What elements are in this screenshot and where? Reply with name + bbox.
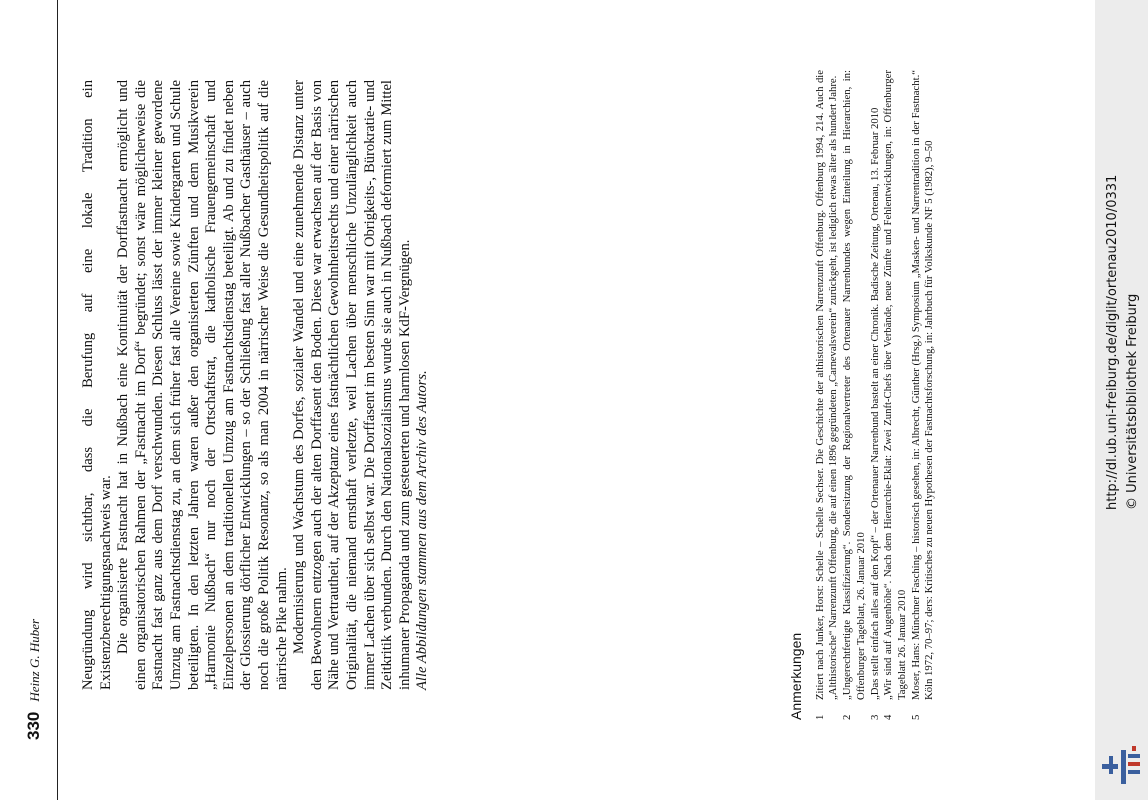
footnote	[882, 70, 909, 720]
footnote-number: 5	[909, 714, 922, 720]
paragraph: Modernisierung und Wachstum des Dorfes, sozialer Wandel und eine zunehmende Distanz unter den Bewohnern entzogen auch der alten Dorffasent den Boden. Diese war erwachsen auf der Basis von Nähe und Vertrautheit, auf der Akzeptanz eines fastnächtlichen Gewohnheitsrechts und einer närrischen Originalität, die niemand ernsthaft verletzte, weil Lachen über menschliche Unzulänglichkeit auch immer Lachen über sich selbst war. Die Dorffasent im besten Sinn war mit Obrigkeits-, Bürokratie- und Zeitkritik verbunden. Durch den Nationalsozialismus wurde sie auch in Nußbach deformiert zum Mittel inhumaner Propaganda und zum gesteuerten und harmlosen KdF-Vergnügen.	[291, 80, 413, 690]
paragraph: Die organisierte Fastnacht hat in Nußbach eine Kontinuität der Dorffastnacht ermöglicht und einen organisatorischen Rahmen der „Fastnacht im Dorf“ begründet; sonst wäre möglicherweise die Fastnacht fast ganz aus dem Dorf verschwunden. Diesen Schluss lässt der immer kleiner gewordene Umzug am Fastnachtsdienstag zu, an dem sich früher fast alle Vereine sowie Kindergarten und Schule beteiligten. In den letzten Jahren waren außer den organisierten Zünften und dem Musikverein „Harmonie Nußbach“ nur noch der Ortschaftsrat, die katholische Frauengemeinschaft und Einzelpersonen an dem traditionellen Umzug am Fastnachtsdienstag beteiligt. Ab und zu findet neben der Glossierung dörflicher Entwicklungen – so der Schließung fast aller Nußbacher Gasthäuser – auch noch die große Politik Resonanz, so als man 2004 in närrischer Weise die Gesundheitspolitik auf die närrische Pike nahm.	[115, 80, 290, 690]
footnotes-heading: Anmerkungen	[788, 632, 804, 720]
paragraph: Neugründung wird sichtbar, dass die Berufung auf eine lokale Tradition ein Existenzberechtigungsnachweis war.	[80, 80, 114, 690]
sidebar-text	[1095, 0, 1148, 800]
header-rule	[57, 0, 58, 800]
footnote	[814, 70, 841, 720]
body-text	[80, 80, 432, 690]
footnote-text: „Wir sind auf Augenhöhe“. Nach dem Hierarchie-Eklat: Zwei Zunft-Chefs über Verbände, neue Zünfte und Fehlentwicklungen, in: Offenburger Tageblatt 26. Januar 2010	[882, 70, 908, 700]
footnote-number: 4	[882, 714, 895, 720]
footnote-text: Moser, Hans: Münchner Fasching – historisch gesehen, in: Albrecht, Günther (Hrsg.) Symposium „Masken- und Narrentradition in der Fastnacht.“ Köln 1972, 70–97; ders: Kritisches zu neuen Hypothesen der Fastnachtsforschung, in: Jahrbuch für Volkskunde NF 5 (1982), 9–50	[909, 70, 936, 700]
image-credit-caption: Alle Abbildungen stammen aus dem Archiv des Autors.	[414, 370, 431, 690]
page-number: 330	[24, 711, 43, 740]
copyright-notice: © Universitätsbibliothek Freiburg	[1125, 293, 1140, 510]
footnote-number: 1	[813, 714, 826, 720]
permalink-url[interactable]: http://dl.ub.uni-freiburg.de/diglit/ortenau2010/0331	[1105, 174, 1120, 510]
footnote-number: 2	[841, 714, 854, 720]
footnote	[910, 70, 937, 720]
university-library-logo-icon	[1099, 742, 1143, 792]
footnote-text: Zitiert nach Junker, Horst: Schelle – Schelle Sechser. Die Geschichte der althistorischen Narrenzunft Offenburg. Offenburg 1994, 214. Auch die „Althistorische“ Narrenzunft Offenburg, die auf einen 1896 gegründeten „Carnevalsverein“ zurückgeht, ist lediglich etwas älter als hundert Jahre.	[813, 70, 840, 700]
running-header-author: Heinz G. Huber	[27, 618, 42, 702]
footnotes	[790, 70, 937, 720]
running-header	[24, 619, 50, 740]
footnote	[869, 70, 883, 720]
footnote-text: „Das stellt einfach alles auf den Kopf“ – der Ortenauer Narrenbund bastelt an einer Chronik. Badische Zeitung, Ortenau, 13. Februar 2010	[868, 107, 881, 700]
footnote	[841, 70, 868, 720]
footnote-number: 3	[868, 714, 881, 720]
footnote-text: „Ungerechtfertigte Klassifizierung“. Sondersitzung der Regionalvertreter des Ortenauer Narrenbundes wegen Einteilung in Hierarchien, in: Offenburger Tageblatt, 26. Januar 2010	[841, 70, 867, 700]
